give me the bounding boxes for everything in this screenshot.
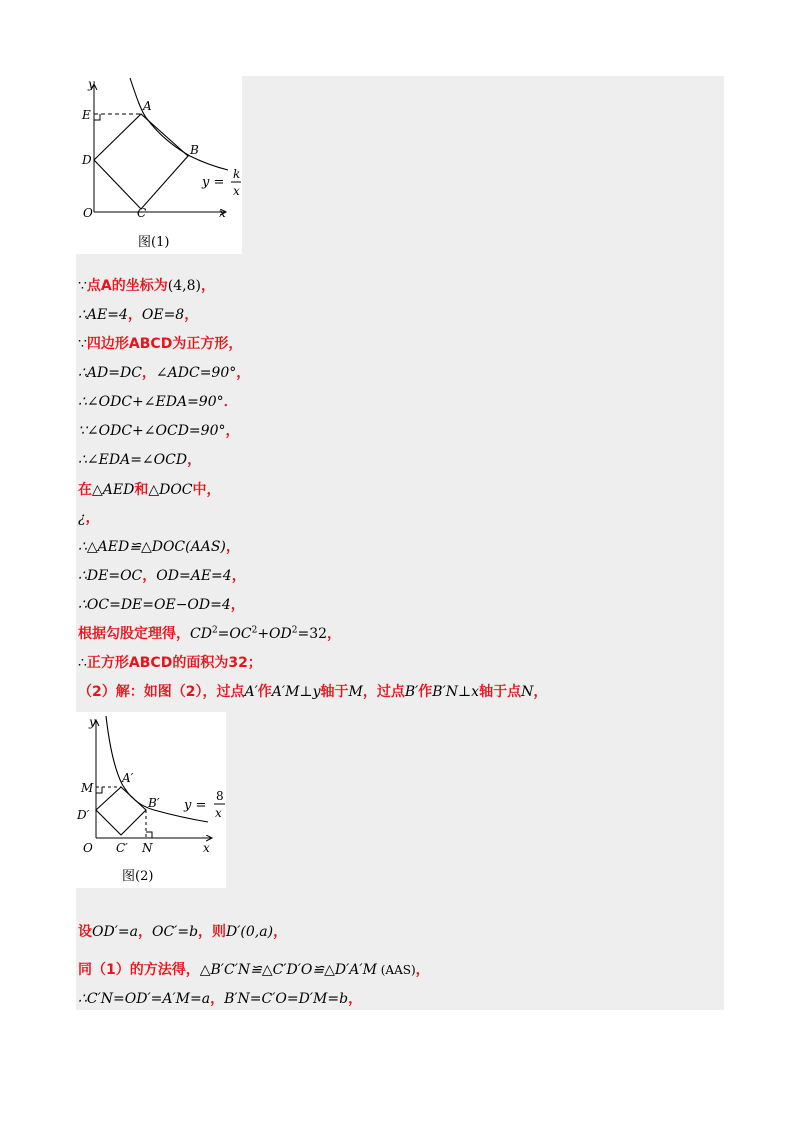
label-o: O — [83, 206, 93, 220]
line-9-b: ， — [85, 510, 100, 526]
line-3 — [78, 334, 242, 354]
line-4 — [78, 363, 250, 383]
label-x: x — [219, 206, 226, 220]
line-9-a: ¿ — [78, 510, 86, 526]
line-15-c: 作 — [257, 684, 272, 700]
line-8-e: 中， — [192, 482, 221, 498]
line-13-i: ， — [327, 626, 342, 642]
label-y: y — [89, 715, 96, 729]
line-18-a: ∴C′N=OD′=A′M=a — [78, 991, 211, 1007]
figure-1 — [76, 76, 242, 254]
line-15-l: N — [521, 684, 534, 700]
hyperbola-curve — [130, 78, 228, 170]
figure-1-diagram — [76, 76, 242, 254]
label-b: B — [190, 143, 199, 157]
line-13-b: CD — [190, 626, 212, 642]
label-m: M — [81, 781, 94, 795]
square-abcd — [94, 114, 188, 209]
line-13-d: =OC — [217, 626, 252, 642]
square-abcd-prime — [96, 787, 146, 835]
line-13-h: =32 — [297, 626, 328, 642]
right-angle-mark — [94, 114, 100, 120]
line-16-a: 设 — [78, 924, 92, 940]
figure-2 — [76, 712, 226, 888]
line-2-b: ， — [127, 307, 142, 323]
line-15-e: 轴于 — [320, 684, 349, 700]
line-12-a: ∴OC=DE=OE−OD=4 — [78, 597, 231, 613]
label-x: x — [203, 841, 210, 855]
line-6-a: ∵∠ODC+∠OCD=90° — [78, 423, 226, 439]
curve-label-num: k — [233, 167, 241, 181]
line-15-a: （2）解：如图（2），过点 — [78, 684, 245, 700]
line-18-c: B′N=C′O=D′M=b — [224, 991, 349, 1007]
line-5-a: ∴∠ODC+∠EDA=90° — [78, 394, 224, 410]
caption-2: 图(2) — [122, 869, 154, 884]
line-3-c: ， — [228, 336, 243, 352]
line-1-b: 点A的坐标为 — [86, 278, 168, 294]
curve-label-lhs: y = — [184, 798, 207, 813]
line-18-b: ， — [210, 991, 225, 1007]
label-b-prime: B′ — [148, 796, 160, 810]
line-15-d: A′M⊥y — [271, 684, 321, 700]
right-angle-mark-m — [96, 787, 102, 793]
label-o: O — [83, 841, 93, 855]
line-14-b: 正方形ABCD的面积为32； — [86, 655, 262, 671]
line-11-b: ， — [142, 568, 157, 584]
line-11-d: ， — [231, 568, 246, 584]
line-4-b: ， — [141, 365, 156, 381]
line-8-a: 在 — [78, 482, 92, 498]
curve-label-den: x — [215, 806, 222, 820]
line-17-b: △B′C′N≌△C′D′O≌△D′A′M — [199, 962, 377, 978]
figure-2-diagram — [76, 712, 226, 888]
line-18-d: ， — [348, 991, 363, 1007]
line-11 — [78, 566, 246, 586]
line-1-c: (4,8) — [167, 278, 201, 294]
line-1 — [78, 276, 215, 296]
line-17-c: (AAS) — [376, 963, 416, 977]
line-16-c: ， — [137, 924, 152, 940]
line-10-a: ∴△AED≌△DOC(AAS) — [78, 539, 226, 555]
line-14 — [78, 653, 262, 673]
label-a: A — [143, 99, 152, 113]
line-1-a: ∵ — [78, 278, 87, 294]
line-13-e: 2 — [251, 625, 258, 636]
line-13-f: +OD — [257, 626, 292, 642]
line-3-b: 四边形ABCD为正方形 — [86, 336, 229, 352]
label-c-prime: C′ — [116, 841, 128, 855]
line-16-e: ，则 — [198, 924, 227, 940]
line-15-g: ，过点 — [362, 684, 405, 700]
label-n: N — [142, 841, 153, 855]
line-9 — [78, 508, 100, 528]
curve-label-lhs: y = — [202, 175, 225, 190]
line-2 — [78, 305, 198, 325]
line-8-b: △AED — [92, 482, 135, 498]
curve-label-num: 8 — [216, 789, 224, 803]
line-5 — [78, 392, 238, 412]
line-16-f: D′(0,a) — [226, 924, 274, 940]
label-c: C — [137, 206, 147, 220]
line-16-d: OC′=b — [151, 924, 199, 940]
line-4-c: ∠ADC=90° — [155, 365, 237, 381]
line-15-m: ， — [533, 684, 548, 700]
line-7-a: ∴∠EDA=∠OCD — [78, 452, 188, 468]
curve-label-den: x — [233, 184, 240, 198]
line-17 — [78, 960, 430, 980]
line-4-d: ， — [236, 365, 251, 381]
line-13-a: 根据勾股定理得， — [78, 626, 190, 642]
line-2-a: ∴AE=4 — [78, 307, 128, 323]
line-3-a: ∵ — [78, 336, 87, 352]
line-16-b: OD′=a — [92, 924, 138, 940]
line-10 — [78, 537, 240, 557]
line-15-k: 轴于点 — [479, 684, 522, 700]
line-18 — [78, 989, 362, 1009]
label-d-prime: D′ — [77, 808, 90, 822]
line-8-c: 和 — [134, 482, 149, 498]
line-13-c: 2 — [211, 625, 218, 636]
line-15-j: B′N⊥x — [432, 684, 480, 700]
label-a-prime: A′ — [122, 771, 134, 785]
line-2-d: ， — [184, 307, 199, 323]
label-e: E — [82, 108, 91, 122]
label-y: y — [88, 77, 95, 91]
line-15-i: 作 — [418, 684, 433, 700]
line-13 — [78, 624, 341, 644]
line-17-d: ， — [415, 962, 430, 978]
line-5-b: ． — [223, 394, 238, 410]
line-11-a: ∴DE=OC — [78, 568, 143, 584]
line-11-c: OD=AE=4 — [156, 568, 232, 584]
line-17-a: 同（1）的方法得， — [78, 962, 200, 978]
line-15-b: A′ — [244, 684, 258, 700]
line-15 — [78, 682, 547, 702]
line-16 — [78, 922, 287, 942]
line-4-a: ∴AD=DC — [78, 365, 142, 381]
line-12-b: ， — [230, 597, 245, 613]
right-angle-mark-n — [146, 832, 152, 838]
line-16-g: ， — [273, 924, 288, 940]
line-12 — [78, 595, 245, 615]
line-8 — [78, 480, 221, 500]
line-7 — [78, 450, 201, 470]
line-13-g: 2 — [291, 625, 298, 636]
line-15-f: M — [348, 684, 363, 700]
line-8-d: △DOC — [148, 482, 193, 498]
line-15-h: B′ — [404, 684, 419, 700]
line-7-b: ， — [187, 452, 202, 468]
line-14-a: ∴ — [78, 655, 87, 671]
line-6-b: ， — [225, 423, 240, 439]
caption-1: 图(1) — [138, 235, 170, 250]
line-1-d: ， — [200, 278, 215, 294]
line-10-b: ， — [225, 539, 240, 555]
line-2-c: OE=8 — [141, 307, 185, 323]
line-6 — [78, 421, 239, 441]
label-d: D — [82, 153, 92, 167]
